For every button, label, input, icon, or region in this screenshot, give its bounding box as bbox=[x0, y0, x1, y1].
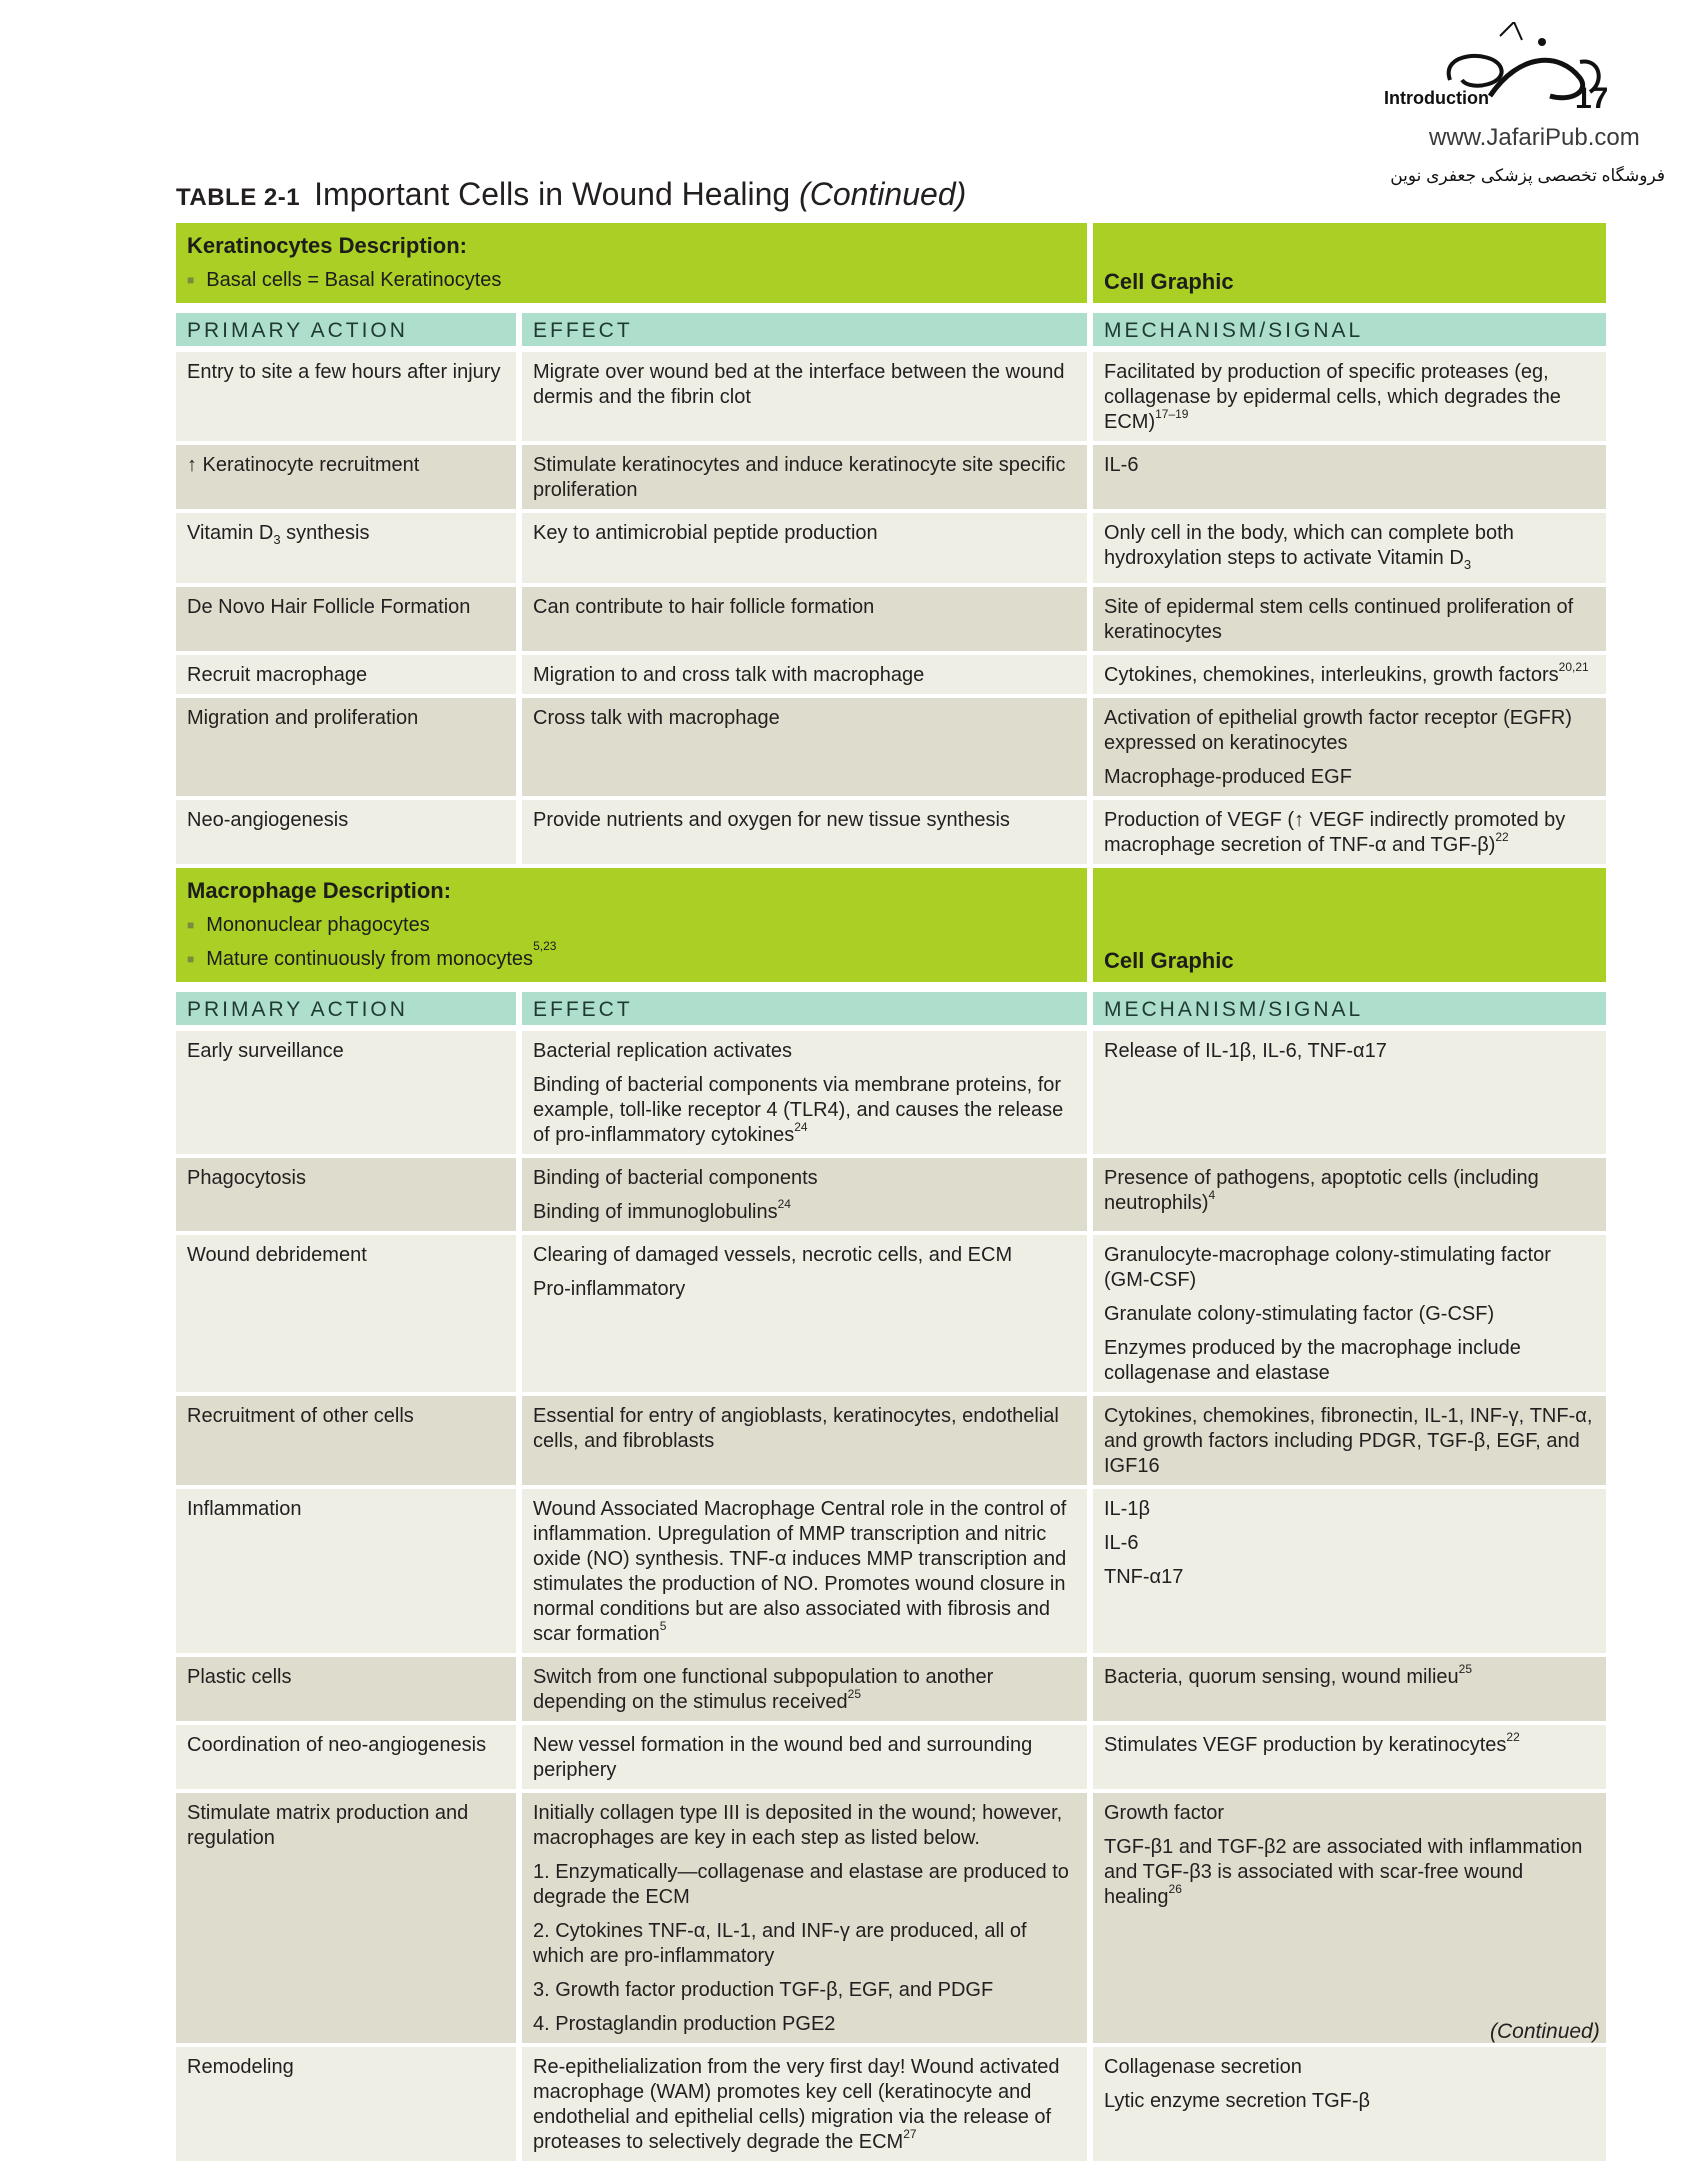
cell-effect bbox=[522, 352, 1087, 445]
column-header-mechanism: MECHANISM/SIGNAL bbox=[1093, 986, 1606, 1031]
mechanism-text: TNF-α17 bbox=[1104, 1566, 1184, 1588]
mechanism-text: IL-6 bbox=[1104, 454, 1139, 476]
effect-text: 3. Growth factor production TGF-β, EGF, and PDGF bbox=[533, 1979, 994, 2001]
section-bullet: ■ Basal cells = Basal Keratinocytes bbox=[187, 263, 1077, 297]
mechanism-text: Presence of pathogens, apoptotic cells (including neutrophils)$^4$ bbox=[1104, 1167, 1539, 1214]
section-bullet: ■ Mature continuously from monocytes$^{5,23}$ bbox=[187, 942, 1077, 976]
cell-effect bbox=[522, 1657, 1087, 1725]
cell-mechanism bbox=[1093, 698, 1606, 800]
table-row bbox=[176, 800, 1606, 868]
effect-text: Can contribute to hair follicle formation bbox=[533, 596, 875, 618]
mechanism-text: Granulocyte-macrophage colony-stimulating factor (GM-CSF) bbox=[1104, 1244, 1551, 1291]
cell-graphic-label: Cell Graphic bbox=[1104, 948, 1234, 973]
cell-action bbox=[176, 1031, 516, 1158]
table-row bbox=[176, 352, 1606, 445]
table-row bbox=[176, 1158, 1606, 1235]
effect-text: Pro-inflammatory bbox=[533, 1278, 686, 1300]
effect-text: Re-epithelialization from the very first day! Wound activated macrophage (WAM) promotes key cell (keratinocyte and endothelial and epithelial cells) migration via the release of proteases to selectively degrade the ECM$^{27}$ bbox=[533, 2056, 1060, 2153]
site-tagline: فروشگاه تخصصی پزشکی جعفری نوین bbox=[1390, 166, 1665, 185]
action-text: Entry to site a few hours after injury bbox=[187, 361, 501, 383]
cell-mechanism bbox=[1093, 1793, 1606, 2047]
cell-action bbox=[176, 445, 516, 513]
action-text: Vitamin $D_3$ synthesis bbox=[187, 522, 370, 547]
cell-mechanism bbox=[1093, 2047, 1606, 2165]
action-text: Neo-angiogenesis bbox=[187, 809, 349, 831]
effect-text: Initially collagen type III is deposited in the wound; however, macrophages are key in each step as listed below. bbox=[533, 1802, 1063, 1849]
cell-effect bbox=[522, 1489, 1087, 1657]
mechanism-text: Macrophage-produced EGF bbox=[1104, 766, 1352, 788]
cell-action bbox=[176, 1489, 516, 1657]
cell-action bbox=[176, 352, 516, 445]
effect-text: Wound Associated Macrophage Central role in the control of inflammation. Upregulation of MMP transcription and nitric oxide (NO) synthesis. TNF-α induces MMP transcription and stimulates the production of NO. Promotes wound closure in normal conditions but are also associated with fibrosis and scar formation$^5$ bbox=[533, 1498, 1067, 1645]
action-text: Coordination of neo-angiogenesis bbox=[187, 1734, 487, 1756]
cell-action bbox=[176, 1235, 516, 1396]
cell-mechanism bbox=[1093, 445, 1606, 513]
table-row bbox=[176, 1489, 1606, 1657]
cell-action bbox=[176, 655, 516, 698]
cell-effect bbox=[522, 445, 1087, 513]
cell-action bbox=[176, 1725, 516, 1793]
table-row bbox=[176, 1031, 1606, 1158]
table-title-text: Important Cells in Wound Healing bbox=[314, 176, 791, 212]
effect-text: 2. Cytokines TNF-α, IL-1, and INF-γ are produced, all of which are pro-inflammatory bbox=[533, 1920, 1027, 1967]
cell-action bbox=[176, 587, 516, 655]
cell-effect bbox=[522, 698, 1087, 800]
effect-text: Clearing of damaged vessels, necrotic cells, and ECM bbox=[533, 1244, 1013, 1266]
effect-text: Binding of bacterial components via membrane proteins, for example, toll-like receptor 4 (TLR4), and causes the release of pro-inflammatory cytokines$^{24}$ bbox=[533, 1074, 1064, 1146]
mechanism-text: Activation of epithelial growth factor receptor (EGFR) expressed on keratinocytes bbox=[1104, 707, 1572, 754]
action-text: Wound debridement bbox=[187, 1244, 367, 1266]
cell-effect bbox=[522, 1725, 1087, 1793]
cell-effect bbox=[522, 1396, 1087, 1489]
action-text: De Novo Hair Follicle Formation bbox=[187, 596, 471, 618]
mechanism-text: Facilitated by production of specific proteases (eg, collagenase by epidermal cells, which degrades the ECM)$^{17-19}$ bbox=[1104, 361, 1561, 433]
effect-text: 4. Prostaglandin production PGE2 bbox=[533, 2013, 836, 2035]
column-header-mechanism: MECHANISM/SIGNAL bbox=[1093, 307, 1606, 352]
section-row bbox=[176, 868, 1606, 986]
table-row bbox=[176, 587, 1606, 655]
mechanism-text: Bacteria, quorum sensing, wound milieu$^{25}$ bbox=[1104, 1662, 1472, 1688]
section-row bbox=[176, 223, 1606, 307]
cell-mechanism bbox=[1093, 1031, 1606, 1158]
effect-text: Binding of bacterial components bbox=[533, 1167, 818, 1189]
table-row bbox=[176, 698, 1606, 800]
mechanism-text: Growth factor bbox=[1104, 1802, 1225, 1824]
table-title bbox=[176, 176, 966, 213]
effect-text: 1. Enzymatically—collagenase and elastase are produced to degrade the ECM bbox=[533, 1861, 1069, 1908]
effect-text: Key to antimicrobial peptide production bbox=[533, 522, 878, 544]
action-text: Migration and proliferation bbox=[187, 707, 419, 729]
effect-text: Essential for entry of angioblasts, keratinocytes, endothelial cells, and fibroblasts bbox=[533, 1405, 1059, 1452]
column-header-row bbox=[176, 307, 1606, 352]
cell-mechanism bbox=[1093, 587, 1606, 655]
effect-text: Migration to and cross talk with macrophage bbox=[533, 664, 925, 686]
running-head: Introduction bbox=[1384, 88, 1489, 108]
cell-graphic-header bbox=[1093, 868, 1606, 986]
effect-text: Migrate over wound bed at the interface between the wound dermis and the fibrin clot bbox=[533, 361, 1065, 408]
table-row bbox=[176, 2047, 1606, 2165]
mechanism-text: Enzymes produced by the macrophage include collagenase and elastase bbox=[1104, 1337, 1521, 1384]
effect-text: Binding of immunoglobulins$^{24}$ bbox=[533, 1197, 791, 1223]
action-text: Plastic cells bbox=[187, 1666, 292, 1688]
cell-mechanism bbox=[1093, 1489, 1606, 1657]
action-text: Remodeling bbox=[187, 2056, 294, 2078]
cell-action bbox=[176, 1158, 516, 1235]
column-header-primary-action: PRIMARY ACTION bbox=[176, 307, 516, 352]
table-label: TABLE 2-1 bbox=[176, 184, 301, 211]
cell-mechanism bbox=[1093, 1158, 1606, 1235]
effect-text: Stimulate keratinocytes and induce keratinocyte site specific proliferation bbox=[533, 454, 1066, 501]
column-header-primary-action: PRIMARY ACTION bbox=[176, 986, 516, 1031]
cell-mechanism bbox=[1093, 1396, 1606, 1489]
effect-text: Bacterial replication activates bbox=[533, 1040, 793, 1062]
cell-mechanism bbox=[1093, 352, 1606, 445]
table-row bbox=[176, 1657, 1606, 1725]
section-title: Macrophage Description: bbox=[187, 878, 452, 903]
cell-effect bbox=[522, 655, 1087, 698]
action-text: Recruitment of other cells bbox=[187, 1405, 414, 1427]
mechanism-text: Collagenase secretion bbox=[1104, 2056, 1302, 2078]
page-header bbox=[1370, 22, 1670, 192]
cell-graphic-header bbox=[1093, 223, 1606, 307]
page-number: 17 bbox=[1575, 82, 1609, 115]
column-header-effect: EFFECT bbox=[522, 986, 1087, 1031]
continued-note: (Continued) bbox=[1490, 2020, 1600, 2043]
action-text: ↑ Keratinocyte recruitment bbox=[187, 454, 420, 476]
column-header-row bbox=[176, 986, 1606, 1031]
cell-effect bbox=[522, 1158, 1087, 1235]
table-title-continued: (Continued) bbox=[799, 176, 967, 212]
mechanism-text: Stimulates VEGF production by keratinocytes$^{22}$ bbox=[1104, 1730, 1520, 1756]
table-row bbox=[176, 445, 1606, 513]
mechanism-text: TGF-β1 and TGF-β2 are associated with inflammation and TGF-β3 is associated with scar-free wound healing$^{26}$ bbox=[1104, 1836, 1583, 1908]
action-text: Recruit macrophage bbox=[187, 664, 368, 686]
mechanism-text: Cytokines, chemokines, fibronectin, IL-1, INF-γ, TNF-α, and growth factors including PDGR, TGF-β, EGF, and IGF16 bbox=[1104, 1405, 1593, 1477]
table-row bbox=[176, 1725, 1606, 1793]
mechanism-text: Production of VEGF (↑ VEGF indirectly promoted by macrophage secretion of TNF-α and TGF-β)$^{22}$ bbox=[1104, 809, 1566, 856]
mechanism-text: Granulate colony-stimulating factor (G-CSF) bbox=[1104, 1303, 1495, 1325]
mechanism-text: Only cell in the body, which can complete both hydroxylation steps to activate Vitamin $D_3$ bbox=[1104, 522, 1514, 572]
cell-mechanism bbox=[1093, 1235, 1606, 1396]
wound-healing-table bbox=[170, 223, 1612, 2165]
cell-effect bbox=[522, 513, 1087, 587]
table-body bbox=[176, 223, 1606, 2165]
section-bullet: ■ Mononuclear phagocytes bbox=[187, 908, 1077, 942]
cell-effect bbox=[522, 800, 1087, 868]
cell-effect bbox=[522, 1031, 1087, 1158]
action-text: Inflammation bbox=[187, 1498, 302, 1520]
effect-text: Cross talk with macrophage bbox=[533, 707, 780, 729]
action-text: Early surveillance bbox=[187, 1040, 344, 1062]
cell-action bbox=[176, 698, 516, 800]
table-row bbox=[176, 513, 1606, 587]
cell-effect bbox=[522, 1235, 1087, 1396]
effect-text: Switch from one functional subpopulation to another depending on the stimulus received$^{25}$ bbox=[533, 1666, 994, 1713]
cell-mechanism bbox=[1093, 800, 1606, 868]
cell-action bbox=[176, 1657, 516, 1725]
effect-text: New vessel formation in the wound bed and surrounding periphery bbox=[533, 1734, 1033, 1781]
effect-text: Provide nutrients and oxygen for new tissue synthesis bbox=[533, 809, 1010, 831]
mechanism-text: Lytic enzyme secretion TGF-β bbox=[1104, 2090, 1371, 2112]
cell-mechanism bbox=[1093, 513, 1606, 587]
cell-effect bbox=[522, 587, 1087, 655]
mechanism-text: Release of IL-1β, IL-6, TNF-α17 bbox=[1104, 1040, 1387, 1062]
cell-effect bbox=[522, 2047, 1087, 2165]
mechanism-text: IL-6 bbox=[1104, 1532, 1139, 1554]
section-title: Keratinocytes Description: bbox=[187, 233, 467, 258]
table-row bbox=[176, 1396, 1606, 1489]
cell-effect bbox=[522, 1793, 1087, 2047]
table-row bbox=[176, 655, 1606, 698]
column-header-effect: EFFECT bbox=[522, 307, 1087, 352]
cell-action bbox=[176, 2047, 516, 2165]
action-text: Phagocytosis bbox=[187, 1167, 306, 1189]
cell-mechanism bbox=[1093, 655, 1606, 698]
cell-graphic-label: Cell Graphic bbox=[1104, 269, 1234, 294]
section-description bbox=[176, 223, 1087, 307]
cell-action bbox=[176, 1793, 516, 2047]
section-description bbox=[176, 868, 1087, 986]
cell-mechanism bbox=[1093, 1725, 1606, 1793]
table-row bbox=[176, 1793, 1606, 2047]
site-url: www.JafariPub.com bbox=[1429, 124, 1640, 151]
cell-action bbox=[176, 1396, 516, 1489]
table-row bbox=[176, 1235, 1606, 1396]
mechanism-text: Site of epidermal stem cells continued proliferation of keratinocytes bbox=[1104, 596, 1574, 643]
cell-action bbox=[176, 513, 516, 587]
cell-action bbox=[176, 800, 516, 868]
cell-mechanism bbox=[1093, 1657, 1606, 1725]
mechanism-text: Cytokines, chemokines, interleukins, growth factors$^{20,21}$ bbox=[1104, 660, 1589, 686]
action-text: Stimulate matrix production and regulation bbox=[187, 1802, 469, 1849]
mechanism-text: IL-1β bbox=[1104, 1498, 1150, 1520]
